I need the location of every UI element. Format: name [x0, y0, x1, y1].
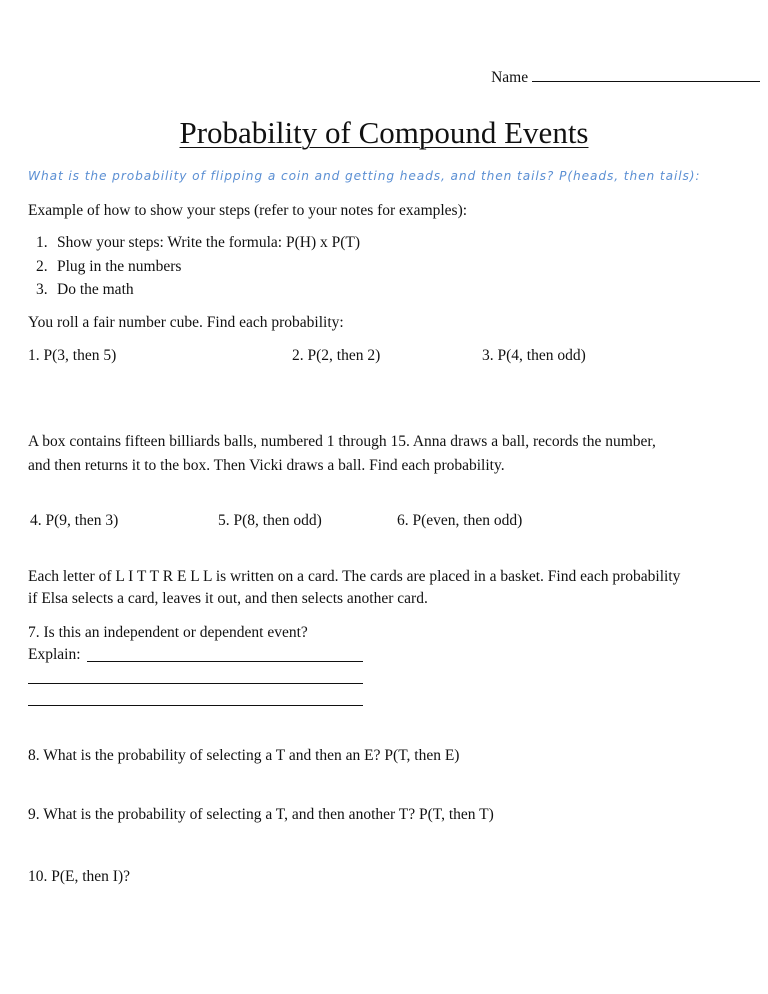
answer-line[interactable] — [28, 683, 363, 684]
step-text: Plug in the numbers — [57, 258, 182, 275]
page-title: Probability of Compound Events — [179, 115, 589, 150]
name-label: Name — [491, 69, 529, 86]
section3-intro-line2: if Elsa selects a card, leaves it out, and then selects another card. — [28, 590, 428, 607]
section2-intro-line1: A box contains fifteen billiards balls, numbered 1 through 15. Anna draws a ball, records the number, — [28, 433, 656, 450]
problem-1: 1. P(3, then 5) — [28, 347, 117, 364]
answer-line[interactable] — [87, 661, 363, 662]
answer-line[interactable] — [28, 705, 363, 706]
step-number: 1. — [36, 234, 48, 251]
problem-6: 6. P(even, then odd) — [397, 512, 523, 529]
section2-intro-line2: and then returns it to the box. Then Vicki draws a ball. Find each probability. — [28, 457, 505, 474]
problem-3: 3. P(4, then odd) — [482, 347, 586, 364]
problem-2: 2. P(2, then 2) — [292, 347, 381, 364]
problem-5: 5. P(8, then odd) — [218, 512, 322, 529]
subtitle-question: What is the probability of flipping a coin and getting heads, and then tails? P(heads, then tails): — [28, 169, 701, 183]
question-10: 10. P(E, then I)? — [28, 868, 131, 885]
example-intro: Example of how to show your steps (refer to your notes for examples): — [28, 202, 468, 219]
question-9: 9. What is the probability of selecting a T, and then another T? P(T, then T) — [28, 806, 494, 823]
step-number: 3. — [36, 281, 48, 298]
section3-intro-line1: Each letter of L I T T R E L L is written on a card. The cards are placed in a basket. Find each probability — [28, 568, 681, 585]
section1-intro: You roll a fair number cube. Find each probability: — [28, 314, 344, 331]
question-8: 8. What is the probability of selecting a T and then an E? P(T, then E) — [28, 747, 460, 764]
step-text: Do the math — [57, 281, 134, 298]
name-field — [491, 67, 760, 88]
step-text: Show your steps: Write the formula: P(H) x P(T) — [57, 234, 361, 251]
name-blank[interactable] — [532, 67, 760, 82]
step-number: 2. — [36, 258, 48, 275]
question-7: 7. Is this an independent or dependent event? — [28, 624, 308, 641]
explain-label: Explain: — [28, 646, 81, 663]
problem-4: 4. P(9, then 3) — [30, 512, 119, 529]
